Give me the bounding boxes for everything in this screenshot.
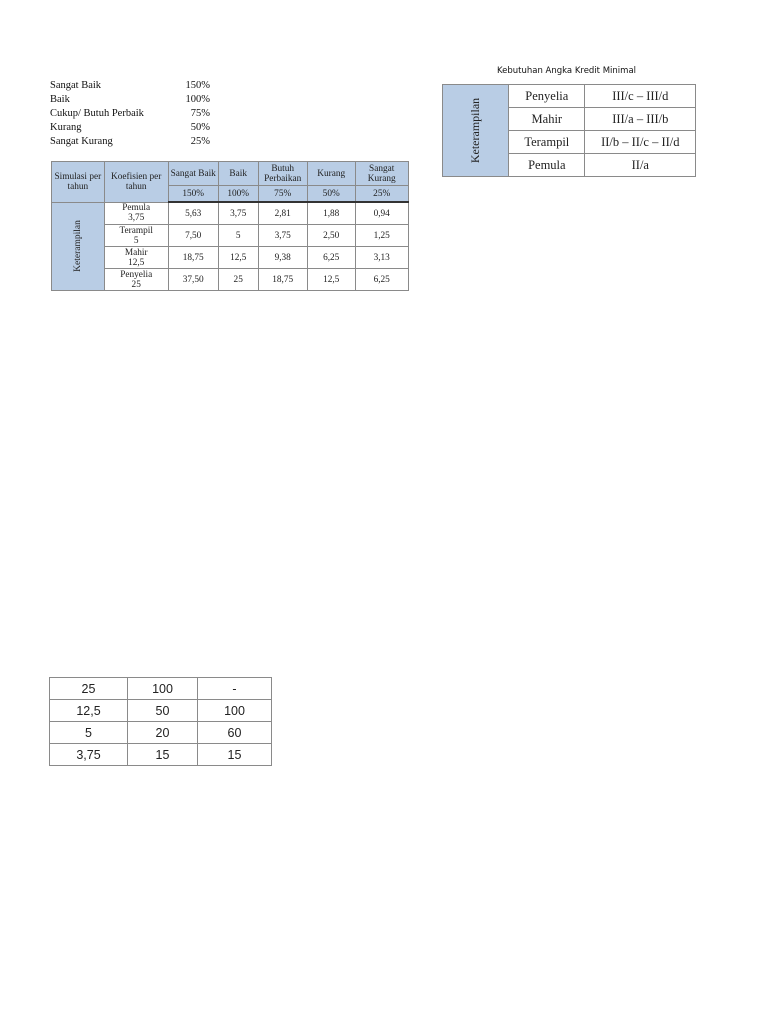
level-cell: Terampil xyxy=(509,131,585,154)
level-name: Terampil xyxy=(119,225,153,236)
side-label: Keterampilan xyxy=(468,97,483,164)
table-cell: 25 xyxy=(50,678,128,700)
rating-percent: 25% xyxy=(190,135,210,147)
rating-label: Sangat Baik xyxy=(50,80,102,91)
table-cell: 15 xyxy=(198,744,272,766)
value-cell: 12,5 xyxy=(307,269,355,291)
side-label: Keterampilan xyxy=(72,220,83,273)
level-coef: 12,5 xyxy=(128,257,145,268)
header-koefisien: Koefisien per tahun xyxy=(104,162,168,203)
table-cell: 5 xyxy=(50,722,128,744)
level-name: Penyelia xyxy=(120,269,153,280)
bottom-table xyxy=(49,677,272,766)
value-cell: 18,75 xyxy=(168,247,218,269)
header-col: Sangat Kurang xyxy=(355,162,408,186)
level-coef: 3,75 xyxy=(128,213,145,224)
level-cell xyxy=(104,225,168,247)
table-cell: 60 xyxy=(198,722,272,744)
table-cell: 20 xyxy=(128,722,198,744)
table-cell: 100 xyxy=(198,700,272,722)
rating-percent: 150% xyxy=(185,80,210,91)
edge-cell xyxy=(696,131,697,154)
level-cell xyxy=(104,202,168,225)
header-row xyxy=(52,162,409,186)
credit-table xyxy=(442,84,696,177)
table-row xyxy=(50,678,272,700)
header-percent: 75% xyxy=(258,186,307,203)
table-cell: 3,75 xyxy=(50,744,128,766)
rating-percent: 100% xyxy=(185,93,210,105)
edge-cell xyxy=(696,108,697,131)
value-cell: 7,50 xyxy=(168,225,218,247)
table-row xyxy=(52,269,409,291)
rating-label: Baik xyxy=(50,93,70,105)
table-row xyxy=(52,247,409,269)
header-col: Butuh Perbaikan xyxy=(258,162,307,186)
table-row xyxy=(50,700,272,722)
table-row xyxy=(443,85,697,108)
level-cell: Mahir xyxy=(509,108,585,131)
value-cell: 25 xyxy=(218,269,258,291)
rating-percent: 75% xyxy=(190,107,210,119)
header-percent: 100% xyxy=(218,186,258,203)
level-coef: 25 xyxy=(131,279,141,290)
rating-scale-list xyxy=(50,79,210,149)
value-cell: 5,63 xyxy=(168,202,218,225)
level-cell xyxy=(104,247,168,269)
grade-cell: II/a xyxy=(585,154,696,177)
table-row xyxy=(52,202,409,225)
value-cell: 0,94 xyxy=(355,202,408,225)
table-row xyxy=(50,722,272,744)
level-cell: Pemula xyxy=(509,154,585,177)
level-cell xyxy=(104,269,168,291)
header-col: Sangat Baik xyxy=(168,162,218,186)
header-col: Baik xyxy=(218,162,258,186)
credit-table-title: Kebutuhan Angka Kredit Minimal xyxy=(496,66,637,76)
grade-cell: III/a – III/b xyxy=(585,108,696,131)
value-cell: 6,25 xyxy=(355,269,408,291)
simulation-table xyxy=(51,161,409,291)
value-cell: 3,75 xyxy=(258,225,307,247)
value-cell: 5 xyxy=(218,225,258,247)
table-row xyxy=(52,225,409,247)
value-cell: 37,50 xyxy=(168,269,218,291)
table-cell: 12,5 xyxy=(50,700,128,722)
table-cell: 50 xyxy=(128,700,198,722)
value-cell: 1,88 xyxy=(307,202,355,225)
rating-label: Cukup/ Butuh Perbaik xyxy=(50,107,144,119)
side-label-cell xyxy=(443,85,509,177)
level-name: Mahir xyxy=(124,247,148,258)
value-cell: 18,75 xyxy=(258,269,307,291)
value-cell: 6,25 xyxy=(307,247,355,269)
table-cell: - xyxy=(198,678,272,700)
value-cell: 9,38 xyxy=(258,247,307,269)
side-label-cell xyxy=(52,202,105,291)
level-cell: Penyelia xyxy=(509,85,585,108)
value-cell: 3,13 xyxy=(355,247,408,269)
value-cell: 3,75 xyxy=(218,202,258,225)
header-col: Kurang xyxy=(307,162,355,186)
edge-cell xyxy=(696,85,697,108)
rating-label: Kurang xyxy=(50,121,82,133)
grade-cell: II/b – II/c – II/d xyxy=(585,131,696,154)
rating-row xyxy=(50,93,210,107)
rating-row xyxy=(50,79,210,93)
rating-row xyxy=(50,121,210,135)
rating-percent: 50% xyxy=(190,121,210,133)
header-percent: 25% xyxy=(355,186,408,203)
value-cell: 2,50 xyxy=(307,225,355,247)
rating-row xyxy=(50,135,210,149)
table-cell: 15 xyxy=(128,744,198,766)
level-coef: 5 xyxy=(133,235,139,246)
header-simulasi: Simulasi per tahun xyxy=(52,162,105,203)
level-name: Pemula xyxy=(122,203,151,214)
edge-cell xyxy=(696,154,697,177)
header-percent: 150% xyxy=(168,186,218,203)
rating-row xyxy=(50,107,210,121)
value-cell: 12,5 xyxy=(218,247,258,269)
rating-label: Sangat Kurang xyxy=(50,135,113,147)
value-cell: 2,81 xyxy=(258,202,307,225)
table-row xyxy=(50,744,272,766)
grade-cell: III/c – III/d xyxy=(585,85,696,108)
table-cell: 100 xyxy=(128,678,198,700)
value-cell: 1,25 xyxy=(355,225,408,247)
header-percent: 50% xyxy=(307,186,355,203)
